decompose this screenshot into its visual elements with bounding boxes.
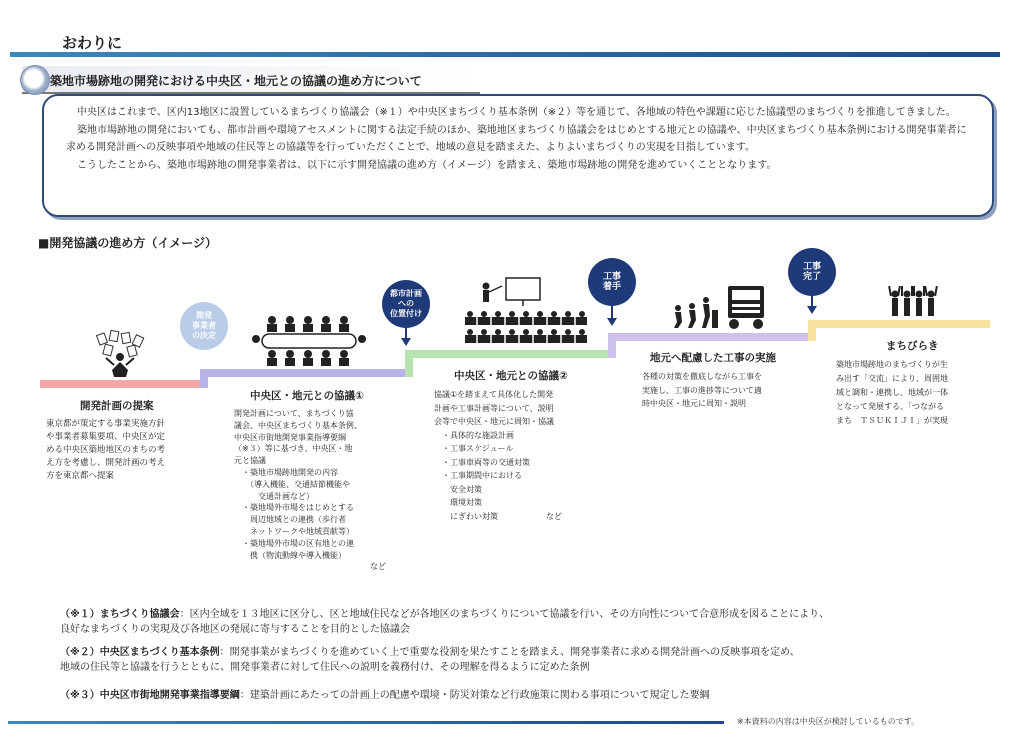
footnote-2-label: （※２）中央区まちづくり基本条例 [60, 647, 220, 658]
step-bar-3 [405, 350, 608, 358]
footnote-3 [60, 688, 710, 703]
step-4-description: 各種の対策を徹底しながら工事を 実施し、工事の進捗等について適 時中央区・地元に周知・説明 [642, 372, 762, 408]
meeting-table-icon [250, 312, 370, 368]
construction-start-arrow-head [607, 318, 617, 326]
step-5-description: 築地市場跡地のまちづくりが生 み出す「交流」により、周囲地 域と調和・連携し、地域が一体 となって発展する、「つながる まち ＴＳＵＫＩＪＩ」が実現 [836, 360, 948, 425]
step-bar-2 [200, 369, 405, 377]
footnote-1-label: （※１）まちづくり協議会 [60, 609, 180, 620]
construction-done-arrow-head [807, 306, 817, 314]
footnote-3-label: （※３）中央区市街地開発事業指導要綱 [60, 690, 240, 701]
milestone-urban-plan-arrow-head [401, 338, 411, 346]
footnote-2 [60, 645, 800, 675]
step-2-description: 開発計画について、まちづくり協 議会、中央区まちづくり基本条例、 中央区市街地開発事業指導要綱 （※３）等に基づき、中央区・地 元と協議 ・築地市場跡地開発の内容 （導入機能、交通結節機能や 交通計画など） ・築地場外市場をはじめとする 周辺地域との連携（歩行者 ネットワークや地域貢献等） ・築地場外市場の区有地との連 携（物流動線や導入機能） など [234, 409, 386, 572]
proposal-illustration-icon [92, 330, 148, 378]
step-bar-5 [808, 320, 990, 328]
top-rule [10, 52, 1000, 57]
briefing-session-icon [462, 276, 590, 348]
step-2-title: 中央区・地元との協議① [250, 390, 364, 402]
disclaimer-note: ※本資料の内容は中央区が検討しているものです。 [737, 717, 920, 726]
milestone-decision-badge: 開発 事業者 の決定 [180, 302, 228, 350]
intro-paragraph-2: 築地市場跡地の開発においても、都市計画や環境アセスメントに関する法定手続のほか、築地地区まちづくり協議会をはじめとする地元との協議や、中央区まちづくり基本条例における開発事業者に求める開発計画への反映事項や地域の住民等との協議等を行っていただくことで、地域の意見を踏まえた、よりよいまちづくりの実現を目指しています。 [66, 124, 967, 153]
celebration-people-icon [888, 284, 938, 318]
footnote-1 [60, 607, 829, 637]
step-3-description: 協議①を踏まえて具体化した開発 計画や工事計画等について、説明 会等で中央区・地元に周知・協議 ・具体的な施設計画 ・工事スケジュール ・工事車両等の交通対策 ・工事期間中における 安全対策 環境対策 にぎわい対策 など [434, 390, 562, 521]
step-1-description: 東京都が策定する事業実施方針 や事業者募集要項、中央区が定 める中央区築地地区のまちの考 え方を考慮し、開発計画の考え 方を東京都へ提案 [46, 419, 166, 481]
bottom-rule [8, 721, 724, 724]
intro-paragraph-3: こうしたことから、築地市場跡地の開発事業者は、以下に示す開発協議の進め方（イメージ）を踏まえ、築地市場跡地の開発を進めていくこととなります。 [77, 159, 777, 171]
step-5-title: まちびらき [886, 340, 939, 352]
milestone-construction-done-badge: 工事 完了 [788, 248, 836, 296]
page-title: おわりに [62, 34, 123, 52]
section-heading [22, 66, 480, 94]
milestone-construction-start-badge: 工事 着手 [588, 258, 636, 306]
step-bar-1 [40, 380, 200, 388]
milestone-urban-plan-badge: 都市計画 への 位置付け [382, 280, 430, 328]
process-heading: ■開発協議の進め方（イメージ） [38, 236, 217, 250]
bullet-circle-icon [20, 65, 50, 95]
step-1-title: 開発計画の提案 [80, 400, 154, 412]
footnote-1-text: ：区内全域を１３地区に区分し、区と地域住民などが各地区のまちづくりについて協議を行い、その方向性について合意形成を図ることにより、 良好なまちづくりの実現及び各地区の発展に寄与することを目的とした協議会 [60, 609, 830, 635]
step-bar-4 [608, 333, 808, 341]
intro-paragraph-1: 中央区はこれまで、区内13地区に設置しているまちづくり協議会（※１）や中央区まちづくり基本条例（※２）等を通じて、各地域の特色や課題に応じた協議型のまちづくりを推進してきました。 [77, 107, 956, 118]
step-3-title: 中央区・地元との協議② [454, 370, 568, 382]
construction-truck-icon [670, 284, 774, 330]
step-4-title: 地元へ配慮した工事の実施 [650, 352, 776, 364]
section-title: 築地市場跡地の開発における中央区・地元との協議の進め方について [50, 74, 422, 88]
footnote-3-text: ：建築計画にあたっての計画上の配慮や環境・防災対策など行政施策に関わる事項について規定した要綱 [239, 690, 710, 701]
intro-box [42, 94, 994, 217]
footnote-2-text: ：開発事業がまちづくりを進めていく上で重要な役割を果たすことを踏まえ、開発事業者に求める開発計画への反映事項を定め、 地域の住民等と協議を行うとともに、開発事業者に対して住民への説明を義務付け、その理解を得るように定めた条例 [60, 647, 800, 673]
